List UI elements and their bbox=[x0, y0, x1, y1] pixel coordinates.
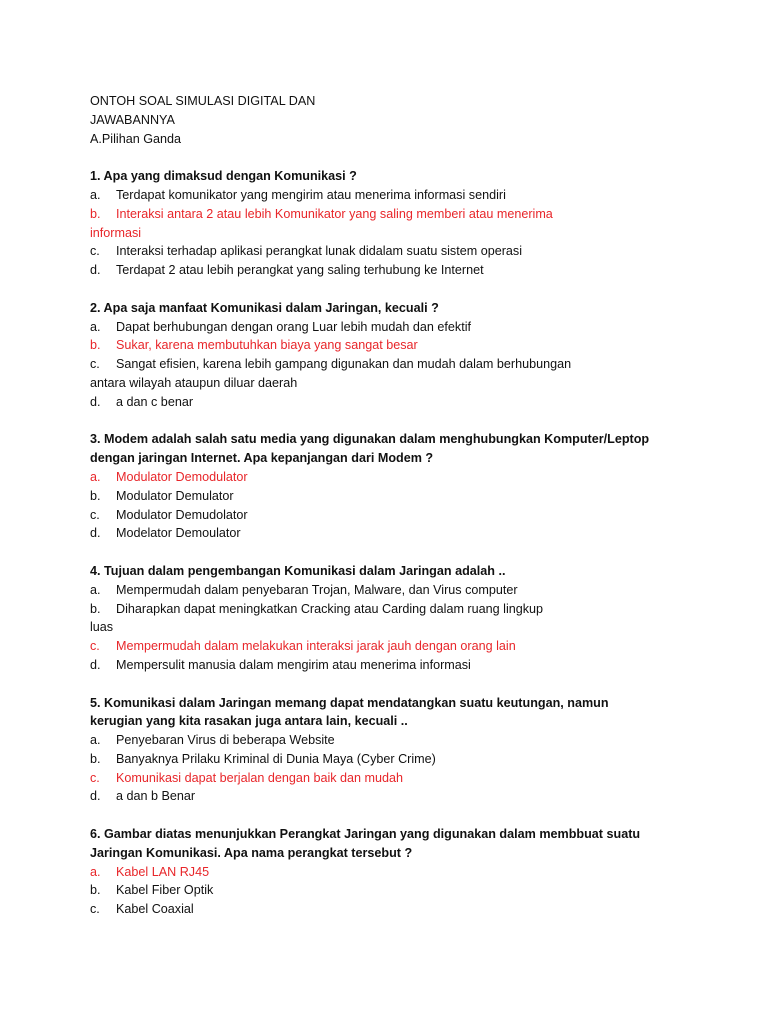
option-letter: c. bbox=[90, 507, 100, 522]
option-c bbox=[90, 355, 728, 374]
question-text-line-1: 6. Gambar diatas menunjukkan Perangkat Jaringan yang digunakan dalam membbuat suatu bbox=[90, 827, 641, 842]
option-text: Modulator Demudolator bbox=[116, 507, 248, 522]
option-text: Mempermudah dalam penyebaran Trojan, Malware, dan Virus computer bbox=[116, 582, 518, 597]
option-b-correct-answer bbox=[90, 205, 728, 224]
option-letter: a. bbox=[90, 319, 101, 334]
option-letter: d. bbox=[90, 657, 101, 672]
question-6 bbox=[90, 825, 728, 919]
question-text-line-2: Jaringan Komunikasi. Apa nama perangkat tersebut ? bbox=[90, 845, 413, 860]
option-letter: a. bbox=[90, 864, 101, 879]
option-b bbox=[90, 750, 728, 769]
option-d bbox=[90, 393, 728, 412]
option-text: Penyebaran Virus di beberapa Website bbox=[116, 733, 335, 748]
option-a-correct-answer bbox=[90, 863, 728, 882]
option-letter: a. bbox=[90, 187, 101, 202]
option-text: Kabel Fiber Optik bbox=[116, 883, 214, 898]
spacer bbox=[90, 806, 728, 825]
section-heading: A.Pilihan Ganda bbox=[90, 131, 182, 146]
option-c bbox=[90, 506, 728, 525]
option-letter: b. bbox=[90, 751, 101, 766]
option-c-correct-answer bbox=[90, 769, 728, 788]
spacer bbox=[90, 675, 728, 694]
option-c bbox=[90, 242, 728, 261]
option-text: Mempermudah dalam melakukan interaksi jarak jauh dengan orang lain bbox=[116, 639, 516, 654]
option-letter: d. bbox=[90, 789, 101, 804]
question-5 bbox=[90, 694, 728, 807]
option-letter: c. bbox=[90, 244, 100, 259]
spacer bbox=[90, 280, 728, 299]
question-text: 4. Tujuan dalam pengembangan Komunikasi dalam Jaringan adalah .. bbox=[90, 563, 506, 578]
option-letter: b. bbox=[90, 883, 101, 898]
option-letter: d. bbox=[90, 526, 101, 541]
question-text-line-2: dengan jaringan Internet. Apa kepanjangan dari Modem ? bbox=[90, 451, 434, 466]
option-letter: b. bbox=[90, 206, 101, 221]
option-a-correct-answer bbox=[90, 468, 728, 487]
option-text: Interaksi terhadap aplikasi perangkat lunak didalam suatu sistem operasi bbox=[116, 244, 523, 259]
option-text: Sangat efisien, karena lebih gampang digunakan dan mudah dalam berhubungan bbox=[116, 357, 572, 372]
option-text: Modulator Demulator bbox=[116, 488, 234, 503]
question-text-line-1: 3. Modem adalah salah satu media yang digunakan dalam menghubungkan Komputer/Leptop bbox=[90, 432, 650, 447]
option-a bbox=[90, 581, 728, 600]
option-letter: c. bbox=[90, 639, 100, 654]
option-b-continuation: informasi bbox=[90, 225, 142, 240]
option-d bbox=[90, 524, 728, 543]
option-b bbox=[90, 487, 728, 506]
option-text: Sukar, karena membutuhkan biaya yang sangat besar bbox=[116, 338, 418, 353]
option-letter: c. bbox=[90, 902, 100, 917]
document-title-line-2: JAWABANNYA bbox=[90, 112, 175, 127]
option-b bbox=[90, 881, 728, 900]
option-a bbox=[90, 318, 728, 337]
question-text: 2. Apa saja manfaat Komunikasi dalam Jaringan, kecuali ? bbox=[90, 300, 439, 315]
option-text: Terdapat komunikator yang mengirim atau menerima informasi sendiri bbox=[116, 187, 506, 202]
option-text: Mempersulit manusia dalam mengirim atau menerima informasi bbox=[116, 657, 471, 672]
option-letter: a. bbox=[90, 469, 101, 484]
option-letter: b. bbox=[90, 338, 101, 353]
option-letter: b. bbox=[90, 601, 101, 616]
option-b-correct-answer bbox=[90, 336, 728, 355]
option-text: Komunikasi dapat berjalan dengan baik dan mudah bbox=[116, 770, 404, 785]
document-title-line-1: ONTOH SOAL SIMULASI DIGITAL DAN bbox=[90, 94, 316, 108]
option-a bbox=[90, 731, 728, 750]
question-text-line-1: 5. Komunikasi dalam Jaringan memang dapat mendatangkan suatu keutungan, namun bbox=[90, 695, 609, 710]
option-letter: d. bbox=[90, 394, 101, 409]
option-text: Kabel Coaxial bbox=[116, 902, 194, 917]
option-text: Kabel LAN RJ45 bbox=[116, 864, 210, 879]
option-text: Modelator Demoulator bbox=[116, 526, 241, 541]
option-letter: b. bbox=[90, 488, 101, 503]
option-text: Dapat berhubungan dengan orang Luar lebih mudah dan efektif bbox=[116, 319, 471, 334]
spacer bbox=[90, 543, 728, 562]
option-a bbox=[90, 186, 728, 205]
option-text: Diharapkan dapat meningkatkan Cracking atau Carding dalam ruang lingkup bbox=[116, 601, 544, 616]
question-4 bbox=[90, 562, 728, 675]
option-text: Terdapat 2 atau lebih perangkat yang saling terhubung ke Internet bbox=[116, 263, 484, 278]
option-text: Interaksi antara 2 atau lebih Komunikator yang saling memberi atau menerima bbox=[116, 206, 553, 221]
question-text-line-2: kerugian yang kita rasakan juga antara lain, kecuali .. bbox=[90, 714, 408, 729]
spacer bbox=[90, 412, 728, 431]
option-c-continuation: antara wilayah ataupun diluar daerah bbox=[90, 375, 298, 390]
option-b bbox=[90, 600, 728, 619]
option-letter: a. bbox=[90, 733, 101, 748]
option-text: Banyaknya Prilaku Kriminal di Dunia Maya (Cyber Crime) bbox=[116, 751, 436, 766]
option-c bbox=[90, 900, 728, 919]
option-d bbox=[90, 787, 728, 806]
option-d bbox=[90, 261, 728, 280]
option-c-correct-answer bbox=[90, 637, 728, 656]
option-letter: c. bbox=[90, 357, 100, 372]
option-letter: c. bbox=[90, 770, 100, 785]
question-2 bbox=[90, 299, 728, 412]
option-letter: d. bbox=[90, 263, 101, 278]
option-d bbox=[90, 656, 728, 675]
question-3 bbox=[90, 430, 728, 543]
option-text: a dan c benar bbox=[116, 394, 194, 409]
question-1 bbox=[90, 167, 728, 280]
spacer bbox=[90, 148, 728, 167]
question-text: 1. Apa yang dimaksud dengan Komunikasi ? bbox=[90, 169, 357, 184]
option-text: a dan b Benar bbox=[116, 789, 196, 804]
option-letter: a. bbox=[90, 582, 101, 597]
option-b-continuation: luas bbox=[90, 620, 114, 635]
option-text: Modulator Demodulator bbox=[116, 469, 248, 484]
